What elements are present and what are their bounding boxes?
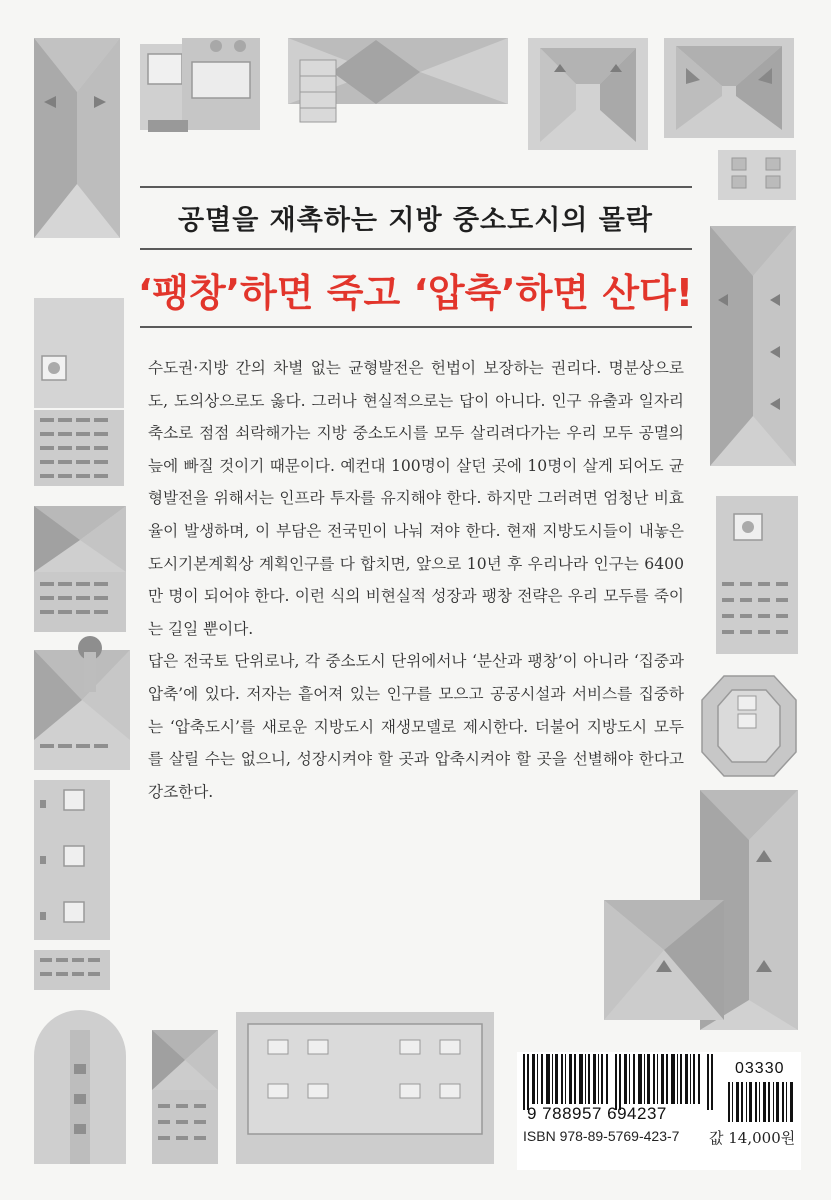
building-left-windows-low	[34, 950, 110, 990]
headline: 공멸을 재촉하는 지방 중소도시의 몰락	[178, 205, 653, 236]
subheadline-bottom-rule	[140, 326, 692, 328]
body-text	[148, 352, 684, 808]
addon-barcode	[728, 1082, 798, 1122]
building-bottom-pyramid	[152, 1030, 218, 1164]
body-paragraph-2: 답은 전국토 단위로나, 각 중소도시 단위에서나 ‘분산과 팽창’이 아니라 ‘집중과 압축’에 있다. 저자는 흩어져 있는 인구를 모으고 공공시설과 서비스를 집중하는 ‘압축도시’를 새로운 지방도시 재생모델로 제시한다. 더불어 지방도시 모두를 살릴 수는 없으니, 성장시켜야 할 곳과 압축시켜야 할 곳을 선별해야 한다고 강조한다.	[148, 652, 684, 801]
isbn-label: ISBN 978-89-5769-423-7	[523, 1128, 680, 1144]
building-left-pyramid-1	[34, 506, 126, 632]
building-top-square-roof	[528, 38, 648, 150]
subheadline: ‘팽창’하면 죽고 ‘압축’하면 산다!	[137, 271, 694, 315]
building-right-octagon	[702, 676, 796, 776]
building-bottom-wide	[236, 1012, 494, 1164]
building-right-skylight-block	[716, 496, 798, 654]
barcode-addon-number: 03330	[735, 1060, 785, 1077]
headline-top-rule	[140, 186, 692, 188]
building-top-right-roof	[664, 38, 794, 138]
building-top-arrow-roof	[288, 38, 508, 122]
building-left-arch	[34, 1010, 126, 1164]
building-left-pyramid-2	[34, 636, 130, 770]
body-paragraph-1: 수도권·지방 간의 차별 없는 균형발전은 헌법이 보장하는 권리다. 명분상으로도, 도의상으로도 옳다. 그러나 현실적으로는 답이 아니다. 인구 유출과 일자리 축소로 점점 쇠락해가는 지방 중소도시를 모두 살리려다가는 우리 모두 공멸의 늪에 빠질 것이기 때문이다. 예컨대 100명이 살던 곳에 10명이 살게 되어도 균형발전을 위해서는 인프라 투자를 유지해야 한다. 하지만 그러려면 엄청난 비효율이 발생하며, 이 부담은 전국민이 나눠 져야 한다. 현재 지방도시들이 내놓은 도시기본계획상 계획인구를 다 합치면, 앞으로 10년 후 우리나라 인구는 6400만 명이 되어야 한다. 이런 식의 비현실적 성장과 팽창 전략은 우리 모두를 죽이는 길일 뿐이다.	[148, 359, 684, 638]
building-right-l-shape	[604, 790, 798, 1030]
building-right-small-roof	[718, 150, 796, 200]
building-left-tall-skylights	[34, 780, 110, 940]
building-top-chimneys	[140, 38, 260, 132]
headline-divider-rule	[140, 248, 692, 250]
price-label: 값 14,000원	[709, 1129, 796, 1147]
building-left-windows	[34, 410, 124, 486]
barcode-digits: 9 788957 694237	[527, 1104, 667, 1123]
